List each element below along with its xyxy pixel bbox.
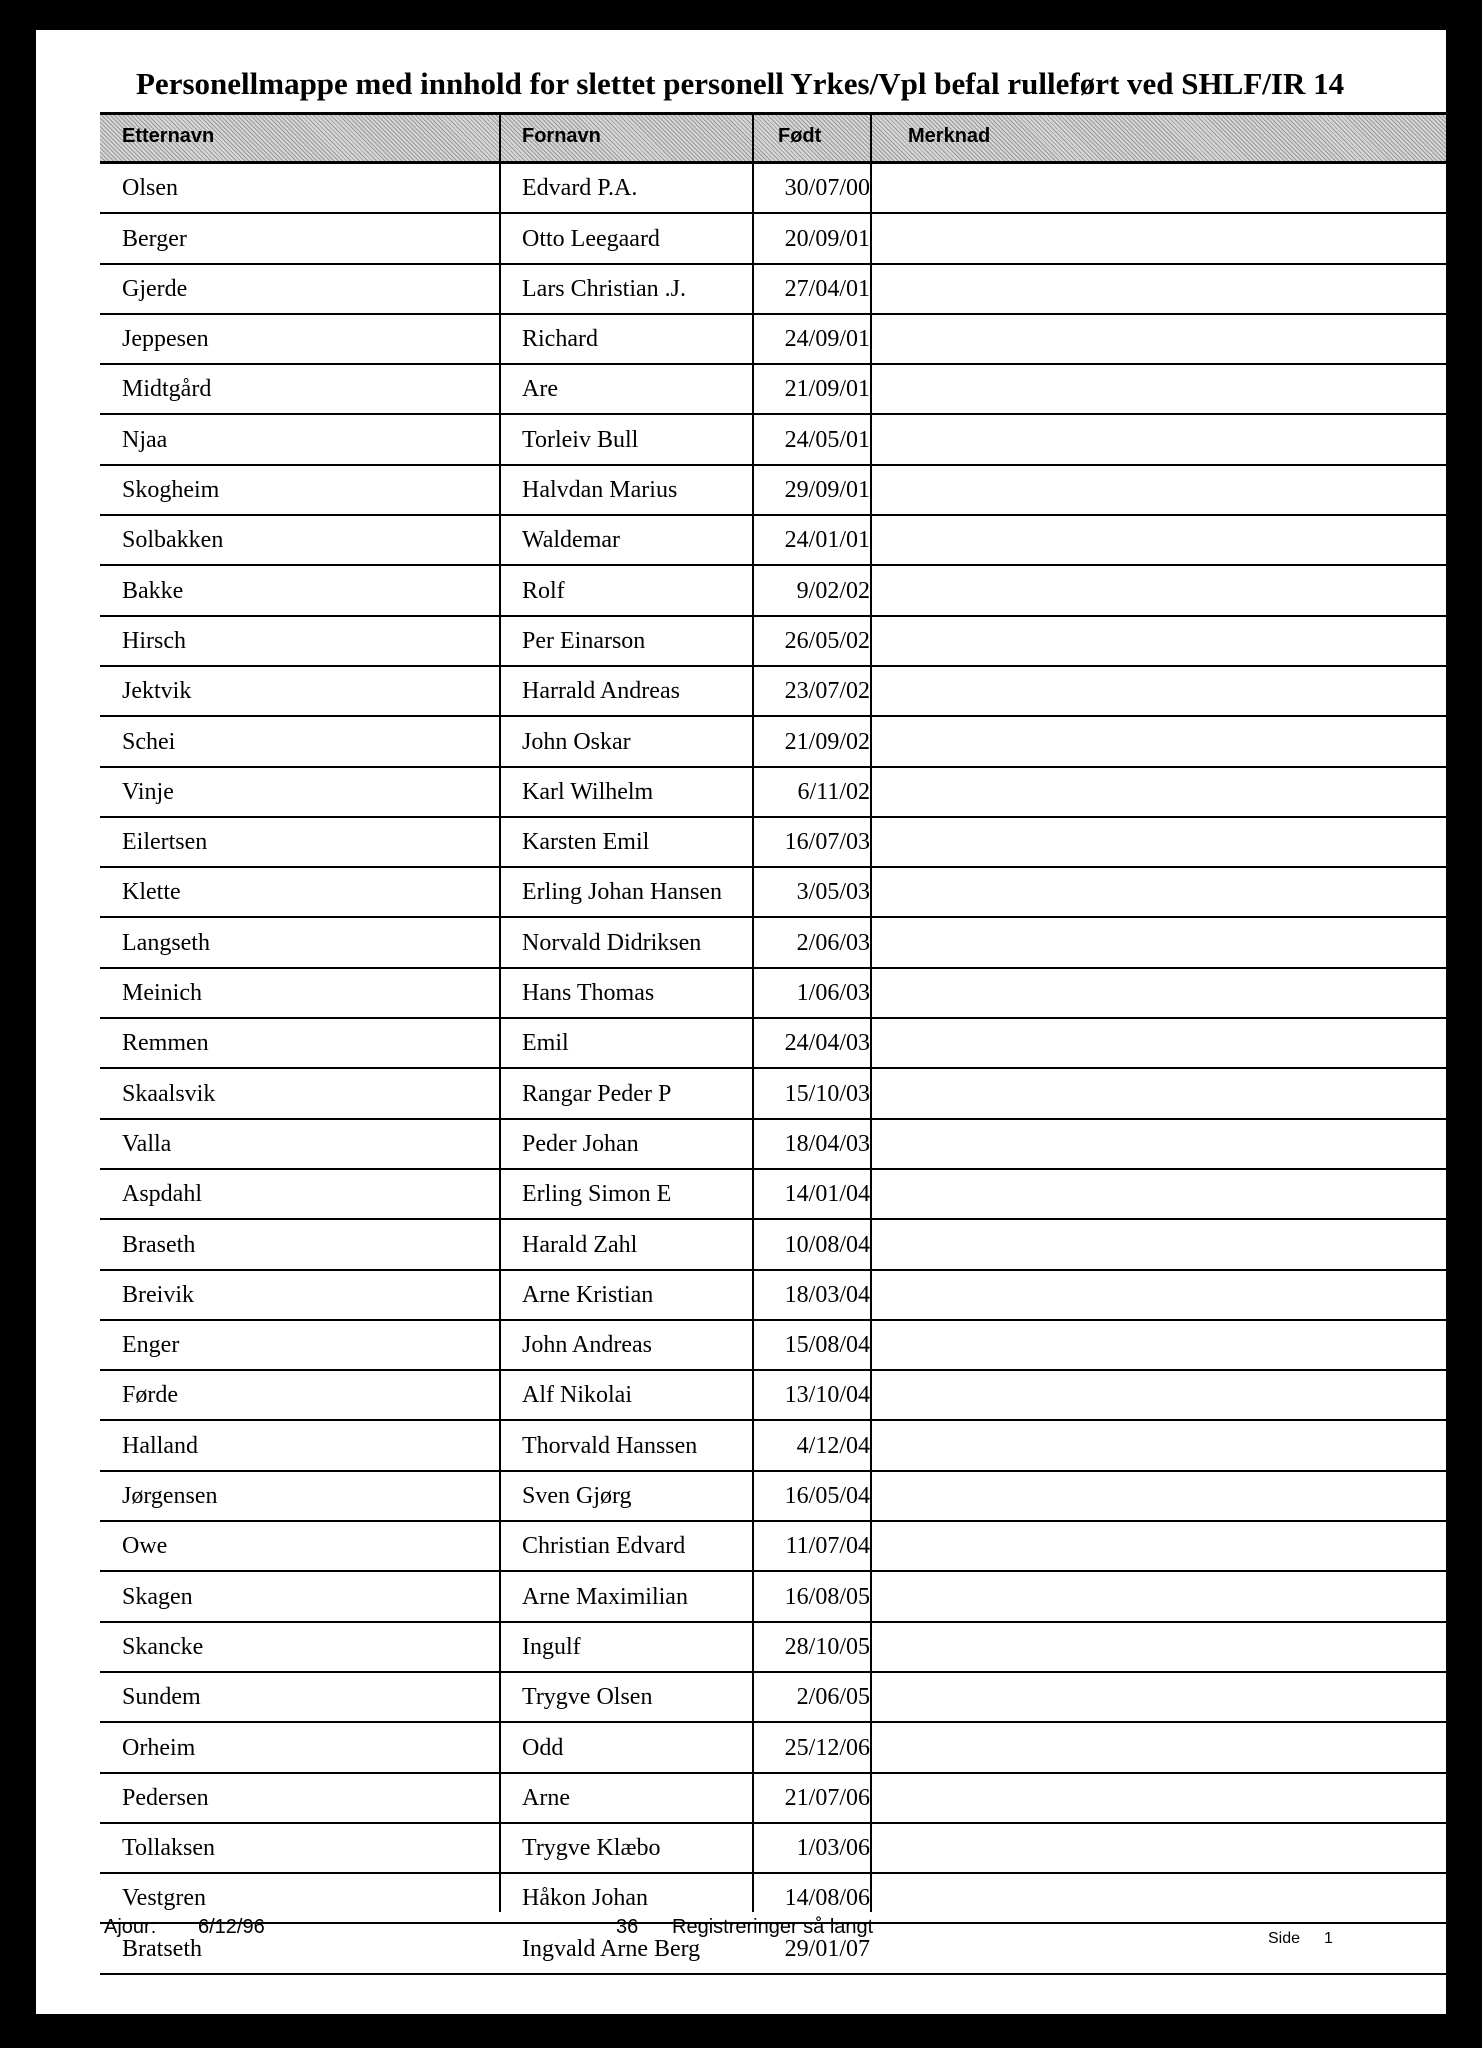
cell-fodt: 10/08/04	[784, 1231, 870, 1258]
cell-etternavn: Vinje	[122, 778, 174, 805]
cell-fodt: 24/05/01	[784, 426, 870, 453]
table-row	[100, 1421, 1446, 1471]
cell-etternavn: Berger	[122, 225, 187, 252]
cell-etternavn: Aspdahl	[122, 1181, 202, 1208]
cell-fornavn: Lars Christian .J.	[522, 275, 686, 302]
table-row	[100, 265, 1446, 315]
cell-fornavn: Karsten Emil	[522, 829, 650, 856]
cell-etternavn: Olsen	[122, 175, 178, 202]
cell-fornavn: John Oskar	[522, 728, 631, 755]
cell-etternavn: Skogheim	[122, 477, 220, 504]
cell-etternavn: Schei	[122, 728, 176, 755]
table-body	[100, 164, 1446, 1975]
header-etternavn: Etternavn	[122, 125, 215, 147]
cell-fodt: 21/09/02	[784, 728, 870, 755]
footer-side-number: 1	[1324, 1930, 1333, 1947]
cell-fornavn: Arne	[522, 1784, 570, 1811]
cell-fodt: 27/04/01	[784, 275, 870, 302]
table-row	[100, 1170, 1446, 1220]
cell-etternavn: Jektvik	[122, 678, 192, 705]
cell-etternavn: Gjerde	[122, 275, 188, 302]
cell-etternavn: Solbakken	[122, 527, 224, 554]
cell-fodt: 20/09/01	[784, 225, 870, 252]
cell-fornavn: Torleiv Bull	[522, 426, 639, 453]
header-merknad: Merknad	[908, 125, 991, 147]
cell-fodt: 23/07/02	[784, 678, 870, 705]
table-row	[100, 1120, 1446, 1170]
cell-etternavn: Pedersen	[122, 1784, 209, 1811]
footer-count-label: Registreringer så langt	[672, 1916, 874, 1938]
cell-fodt: 13/10/04	[784, 1382, 870, 1409]
cell-fornavn: Erling Simon E	[522, 1181, 672, 1208]
cell-etternavn: Orheim	[122, 1734, 196, 1761]
table-row	[100, 868, 1446, 918]
table-row	[100, 1321, 1446, 1371]
cell-etternavn: Bratseth	[122, 1935, 202, 1962]
table-row	[100, 315, 1446, 365]
cell-fornavn: Edvard P.A.	[522, 175, 638, 202]
table-row	[100, 1673, 1446, 1723]
footer-count: 36	[616, 1916, 639, 1938]
cell-etternavn: Remmen	[122, 1030, 209, 1057]
cell-fodt: 15/08/04	[784, 1332, 870, 1359]
cell-etternavn: Braseth	[122, 1231, 196, 1258]
table-row	[100, 1824, 1446, 1874]
cell-fornavn: Rangar Peder P	[522, 1080, 672, 1107]
cell-etternavn: Meinich	[122, 980, 202, 1007]
cell-fornavn: Thorvald Hanssen	[522, 1432, 698, 1459]
cell-etternavn: Owe	[122, 1533, 168, 1560]
cell-fodt: 9/02/02	[796, 577, 870, 604]
cell-fodt: 1/06/03	[796, 980, 870, 1007]
cell-fodt: 18/04/03	[784, 1130, 870, 1157]
cell-fodt: 2/06/05	[796, 1684, 870, 1711]
cell-fornavn: Arne Maximilian	[522, 1583, 688, 1610]
cell-fodt: 25/12/06	[784, 1734, 870, 1761]
cell-fodt: 1/03/06	[796, 1835, 870, 1862]
table-row	[100, 617, 1446, 667]
footer-ajour-label: Ajour:	[104, 1916, 157, 1938]
cell-fodt: 16/05/04	[784, 1483, 870, 1510]
cell-fornavn: Ingvald Arne Berg	[522, 1935, 701, 1962]
cell-etternavn: Førde	[122, 1382, 178, 1409]
cell-fodt: 14/01/04	[784, 1181, 870, 1208]
table-row	[100, 1271, 1446, 1321]
table-row	[100, 566, 1446, 616]
cell-etternavn: Valla	[122, 1130, 172, 1157]
personnel-table	[100, 112, 1446, 1975]
cell-etternavn: Breivik	[122, 1281, 194, 1308]
cell-fornavn: Are	[522, 376, 558, 403]
cell-etternavn: Eilertsen	[122, 829, 208, 856]
cell-fodt: 11/07/04	[785, 1533, 870, 1560]
footer-ajour-date: 6/12/96	[198, 1916, 265, 1938]
table-row	[100, 918, 1446, 968]
cell-fornavn: Trygve Klæbo	[522, 1835, 661, 1862]
cell-etternavn: Vestgren	[122, 1885, 206, 1912]
cell-fornavn: Arne Kristian	[522, 1281, 654, 1308]
cell-fornavn: John Andreas	[522, 1332, 652, 1359]
cell-fornavn: Halvdan Marius	[522, 477, 678, 504]
column-divider	[870, 112, 872, 1912]
table-row	[100, 1069, 1446, 1119]
cell-fodt: 18/03/04	[784, 1281, 870, 1308]
cell-fodt: 14/08/06	[784, 1885, 870, 1912]
column-divider	[499, 112, 501, 1912]
cell-fodt: 21/07/06	[784, 1784, 870, 1811]
cell-fornavn: Håkon Johan	[522, 1885, 648, 1912]
cell-etternavn: Jørgensen	[122, 1483, 218, 1510]
table-row	[100, 214, 1446, 264]
cell-fornavn: Odd	[522, 1734, 564, 1761]
cell-fodt: 26/05/02	[784, 627, 870, 654]
cell-fornavn: Harrald Andreas	[522, 678, 680, 705]
cell-etternavn: Midtgård	[122, 376, 212, 403]
table-row	[100, 667, 1446, 717]
cell-fodt: 3/05/03	[796, 879, 870, 906]
cell-fodt: 21/09/01	[784, 376, 870, 403]
document-page	[36, 30, 1446, 2014]
cell-fornavn: Otto Leegaard	[522, 225, 660, 252]
cell-fodt: 24/04/03	[784, 1030, 870, 1057]
cell-fodt: 24/09/01	[784, 326, 870, 353]
cell-etternavn: Sundem	[122, 1684, 201, 1711]
cell-fornavn: Sven Gjørg	[522, 1483, 632, 1510]
cell-fornavn: Waldemar	[522, 527, 621, 554]
cell-fodt: 2/06/03	[796, 929, 870, 956]
table-row	[100, 717, 1446, 767]
table-row	[100, 1522, 1446, 1572]
cell-fornavn: Ingulf	[522, 1633, 581, 1660]
cell-etternavn: Njaa	[122, 426, 168, 453]
table-row	[100, 415, 1446, 465]
table-row	[100, 1472, 1446, 1522]
cell-fodt: 4/12/04	[796, 1432, 870, 1459]
cell-fodt: 29/01/07	[784, 1935, 870, 1962]
table-row	[100, 164, 1446, 214]
cell-etternavn: Halland	[122, 1432, 198, 1459]
cell-fodt: 30/07/00	[784, 175, 870, 202]
header-fornavn: Fornavn	[522, 125, 601, 147]
cell-fornavn: Norvald Didriksen	[522, 929, 702, 956]
cell-etternavn: Bakke	[122, 577, 184, 604]
table-row	[100, 768, 1446, 818]
table-row	[100, 818, 1446, 868]
cell-fornavn: Trygve Olsen	[522, 1684, 653, 1711]
page-title: Personellmappe med innhold for slettet personell Yrkes/Vpl befal rulleført ved SHLF/IR 14	[136, 66, 1345, 101]
cell-fodt: 15/10/03	[784, 1080, 870, 1107]
cell-etternavn: Skancke	[122, 1633, 204, 1660]
cell-etternavn: Klette	[122, 879, 181, 906]
cell-fodt: 28/10/05	[784, 1633, 870, 1660]
cell-etternavn: Hirsch	[122, 627, 186, 654]
table-row	[100, 1774, 1446, 1824]
cell-fornavn: Karl Wilhelm	[522, 778, 654, 805]
table-row	[100, 969, 1446, 1019]
cell-fodt: 29/09/01	[784, 477, 870, 504]
header-fodt: Født	[778, 125, 822, 147]
cell-etternavn: Skagen	[122, 1583, 193, 1610]
cell-fornavn: Richard	[522, 326, 598, 353]
table-row	[100, 1623, 1446, 1673]
cell-fodt: 6/11/02	[797, 778, 870, 805]
table-row	[100, 1371, 1446, 1421]
cell-fornavn: Per Einarson	[522, 627, 646, 654]
cell-fodt: 16/08/05	[784, 1583, 870, 1610]
table-row	[100, 1019, 1446, 1069]
table-row	[100, 1723, 1446, 1773]
table-row	[100, 1220, 1446, 1270]
cell-etternavn: Skaalsvik	[122, 1080, 216, 1107]
column-divider	[752, 112, 754, 1912]
cell-etternavn: Tollaksen	[122, 1835, 215, 1862]
cell-fornavn: Rolf	[522, 577, 565, 604]
cell-fodt: 16/07/03	[784, 829, 870, 856]
table-row	[100, 466, 1446, 516]
cell-fornavn: Emil	[522, 1030, 569, 1057]
cell-etternavn: Enger	[122, 1332, 180, 1359]
cell-etternavn: Langseth	[122, 929, 210, 956]
cell-fodt: 24/01/01	[784, 527, 870, 554]
table-row	[100, 1572, 1446, 1622]
cell-fornavn: Harald Zahl	[522, 1231, 638, 1258]
footer-side-label: Side	[1268, 1930, 1301, 1947]
table-row	[100, 516, 1446, 566]
table-row	[100, 365, 1446, 415]
cell-etternavn: Jeppesen	[122, 326, 209, 353]
cell-fornavn: Peder Johan	[522, 1130, 639, 1157]
cell-fornavn: Hans Thomas	[522, 980, 655, 1007]
cell-fornavn: Erling Johan Hansen	[522, 879, 722, 906]
table-header	[100, 112, 1446, 164]
cell-fornavn: Christian Edvard	[522, 1533, 686, 1560]
cell-fornavn: Alf Nikolai	[522, 1382, 632, 1409]
